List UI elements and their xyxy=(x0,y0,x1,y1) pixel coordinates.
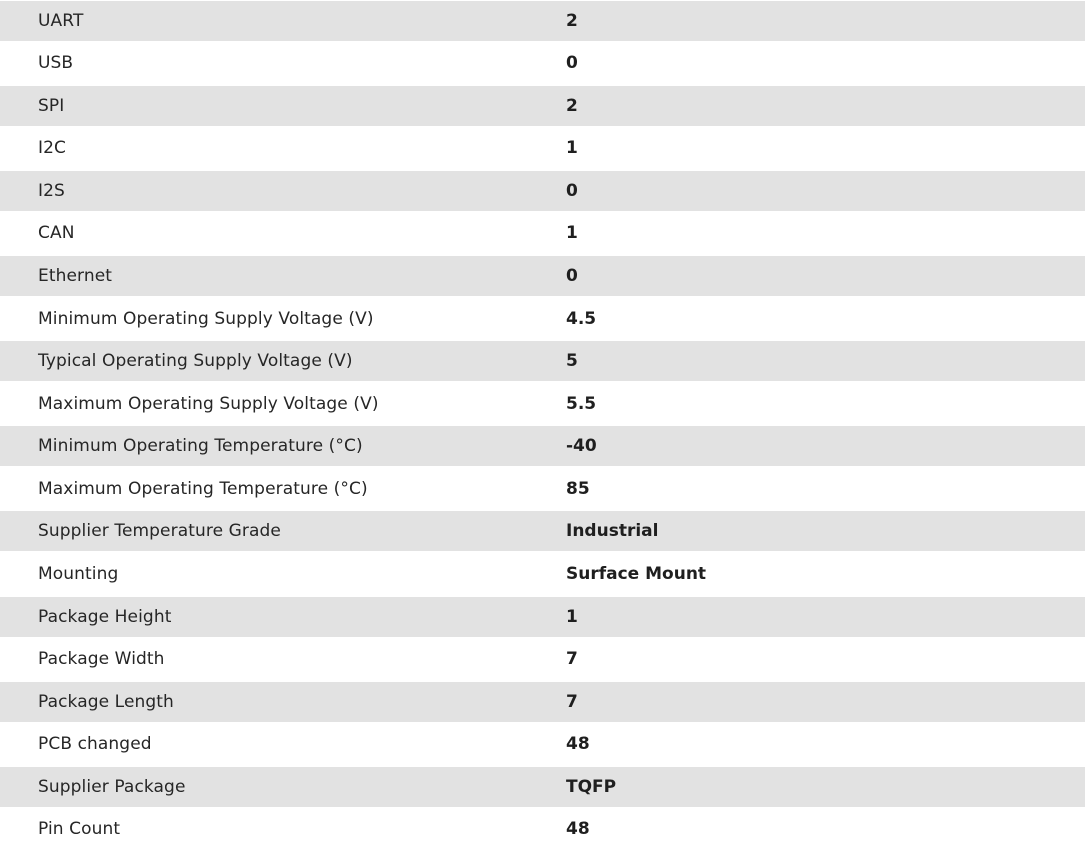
spec-label: Minimum Operating Temperature (°C) xyxy=(38,436,363,456)
spec-value: TQFP xyxy=(566,777,617,797)
spec-label: Minimum Operating Supply Voltage (V) xyxy=(38,309,374,329)
spec-value: 85 xyxy=(566,479,590,499)
spec-value: 0 xyxy=(566,53,578,73)
spec-value: 1 xyxy=(566,223,578,243)
spec-label: SPI xyxy=(38,96,65,116)
spec-label: Package Width xyxy=(38,649,165,669)
spec-value: 5.5 xyxy=(566,394,597,414)
spec-label: Package Height xyxy=(38,607,172,627)
spec-label: USB xyxy=(38,53,74,73)
table-row xyxy=(0,384,1085,424)
spec-value: Industrial xyxy=(566,521,659,541)
table-row xyxy=(0,341,1085,381)
spec-label: Package Length xyxy=(38,692,174,712)
spec-label: Ethernet xyxy=(38,266,113,286)
table-row xyxy=(0,724,1085,764)
spec-value: 0 xyxy=(566,181,578,201)
table-row xyxy=(0,682,1085,722)
table-row xyxy=(0,1,1085,41)
table-row xyxy=(0,213,1085,253)
spec-value: 1 xyxy=(566,607,578,627)
table-row xyxy=(0,554,1085,594)
spec-label: Maximum Operating Temperature (°C) xyxy=(38,479,368,499)
spec-value: 7 xyxy=(566,692,578,712)
spec-label: I2C xyxy=(38,138,66,158)
table-row xyxy=(0,256,1085,296)
spec-label: Maximum Operating Supply Voltage (V) xyxy=(38,394,379,414)
spec-label: Pin Count xyxy=(38,819,121,839)
table-row xyxy=(0,639,1085,679)
table-row xyxy=(0,809,1085,849)
spec-label: Supplier Temperature Grade xyxy=(38,521,281,541)
spec-label: Mounting xyxy=(38,564,119,584)
table-row xyxy=(0,426,1085,466)
spec-label: PCB changed xyxy=(38,734,152,754)
spec-value: 4.5 xyxy=(566,309,597,329)
spec-label: CAN xyxy=(38,223,75,243)
spec-value: 0 xyxy=(566,266,578,286)
table-row xyxy=(0,511,1085,551)
spec-value: Surface Mount xyxy=(566,564,707,584)
table-row xyxy=(0,128,1085,168)
spec-label: Typical Operating Supply Voltage (V) xyxy=(38,351,353,371)
spec-label: I2S xyxy=(38,181,65,201)
table-row xyxy=(0,767,1085,807)
spec-value: 2 xyxy=(566,11,578,31)
spec-value: 5 xyxy=(566,351,578,371)
table-row xyxy=(0,597,1085,637)
spec-value: 48 xyxy=(566,734,590,754)
table-row xyxy=(0,86,1085,126)
spec-value: -40 xyxy=(566,436,597,456)
table-row xyxy=(0,43,1085,83)
spec-value: 2 xyxy=(566,96,578,116)
spec-label: Supplier Package xyxy=(38,777,186,797)
table-row xyxy=(0,299,1085,339)
spec-value: 1 xyxy=(566,138,578,158)
table-row xyxy=(0,171,1085,211)
spec-value: 48 xyxy=(566,819,590,839)
spec-label: UART xyxy=(38,11,84,31)
table-row xyxy=(0,469,1085,509)
spec-value: 7 xyxy=(566,649,578,669)
